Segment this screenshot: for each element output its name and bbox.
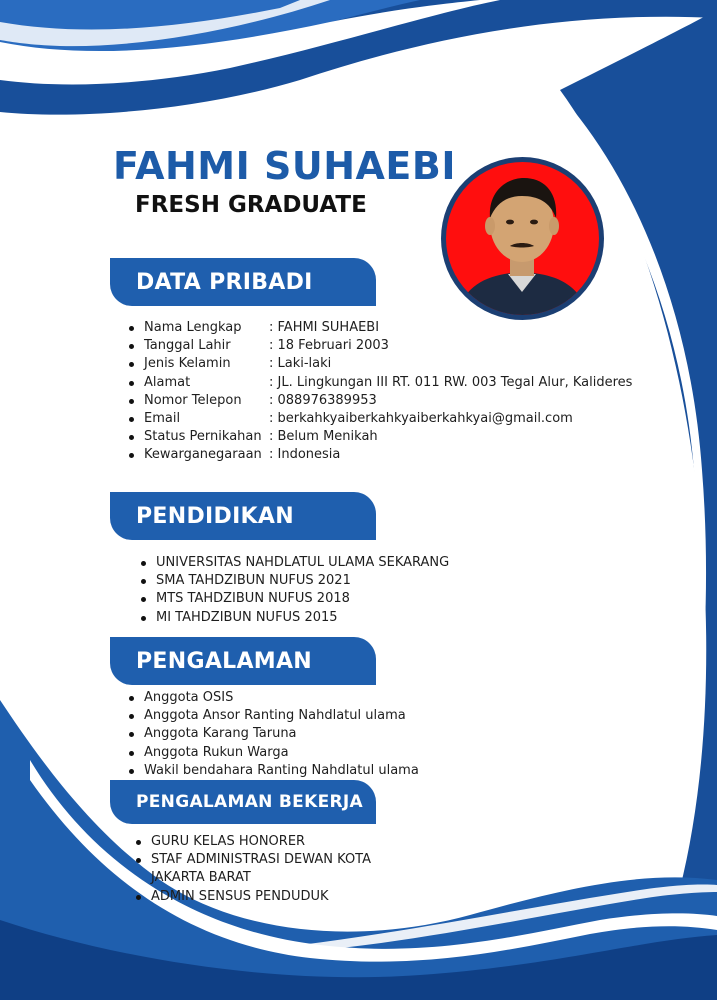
item-label: Nama Lengkap	[144, 320, 242, 335]
list-item	[126, 410, 632, 428]
personal-data-list	[126, 319, 632, 465]
person-avatar-icon	[446, 162, 599, 315]
list-item	[126, 446, 632, 464]
item-value: : Laki-laki	[269, 356, 332, 372]
item-value: : berkahkyaiberkahkyaiberkahkyai@gmail.com	[269, 411, 573, 427]
profile-photo	[441, 157, 604, 320]
item-label: Status Pernikahan	[144, 429, 262, 445]
list-item: Anggota OSIS	[126, 689, 419, 707]
item-label: Email	[144, 411, 181, 427]
item-value: : JL. Lingkungan III RT. 011 RW. 003 Tegal Alur, Kalideres	[269, 374, 633, 390]
list-item: Anggota Ansor Ranting Nahdlatul ulama	[126, 707, 419, 725]
list-item: UNIVERSITAS NAHDLATUL ULAMA SEKARANG	[138, 554, 449, 572]
list-item	[126, 392, 632, 410]
list-item: GURU KELAS HONORER	[133, 833, 421, 851]
section-title: PENGALAMAN	[136, 648, 313, 674]
section-header-pengalaman-bekerja	[110, 780, 376, 824]
list-item	[126, 355, 632, 373]
candidate-name: FAHMI SUHAEBI	[113, 144, 456, 188]
item-value: : FAHMI SUHAEBI	[269, 320, 380, 335]
work-experience-list	[133, 833, 421, 906]
candidate-role: FRESH GRADUATE	[135, 192, 367, 218]
list-item: Anggota Rukun Warga	[126, 744, 419, 762]
list-item: STAF ADMINISTRASI DEWAN KOTA JAKARTA BARAT	[133, 851, 421, 887]
item-value: : Belum Menikah	[269, 429, 378, 445]
right-wave-dark	[560, 10, 717, 1000]
list-item: Anggota Karang Taruna	[126, 725, 419, 743]
list-item	[126, 319, 632, 337]
section-title: PENGALAMAN BEKERJA	[136, 792, 363, 812]
list-item	[126, 374, 632, 392]
list-item: MTS TAHDZIBUN NUFUS 2018	[138, 590, 449, 608]
list-item: MI TAHDZIBUN NUFUS 2015	[138, 609, 449, 627]
list-item	[126, 337, 632, 355]
item-label: Tanggal Lahir	[144, 338, 231, 354]
item-value: : Indonesia	[269, 447, 341, 463]
item-label: Kewarganegaraan	[144, 447, 262, 463]
item-label: Alamat	[144, 374, 191, 390]
section-header-pendidikan	[110, 492, 376, 540]
section-header-pengalaman	[110, 637, 376, 685]
item-label: Nomor Telepon	[144, 392, 242, 408]
experience-list	[126, 689, 419, 780]
item-value: : 18 Februari 2003	[269, 338, 389, 354]
section-title: DATA PRIBADI	[136, 269, 313, 295]
section-title: PENDIDIKAN	[136, 503, 294, 529]
item-value: : 088976389953	[269, 392, 377, 408]
list-item: ADMIN SENSUS PENDUDUK	[133, 888, 421, 906]
item-label: Jenis Kelamin	[144, 356, 231, 372]
section-header-data-pribadi	[110, 258, 376, 306]
list-item: SMA TAHDZIBUN NUFUS 2021	[138, 572, 449, 590]
education-list	[138, 554, 449, 627]
list-item	[126, 428, 632, 446]
list-item: Wakil bendahara Ranting Nahdlatul ulama	[126, 762, 419, 780]
